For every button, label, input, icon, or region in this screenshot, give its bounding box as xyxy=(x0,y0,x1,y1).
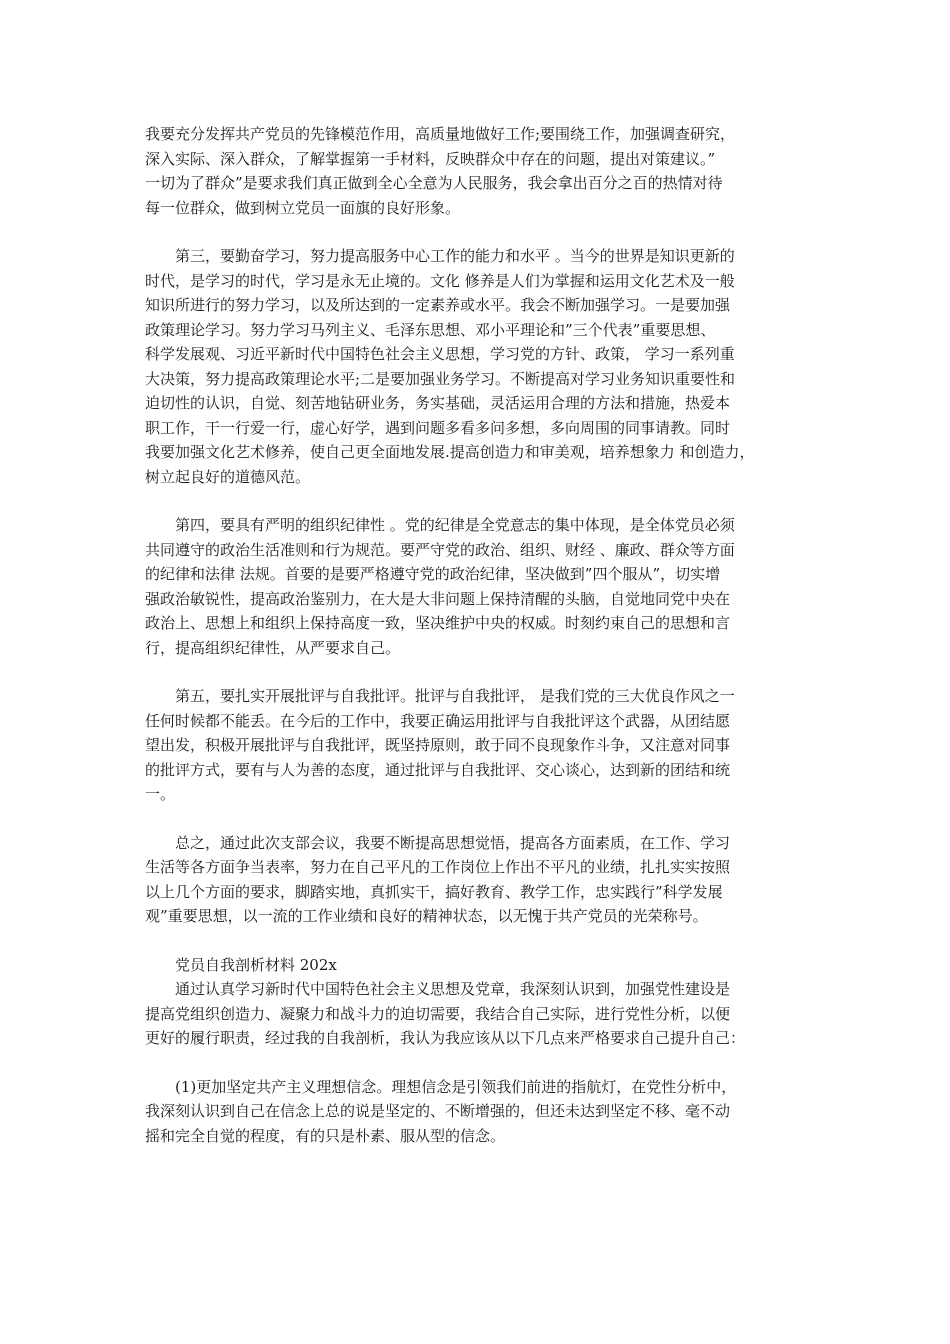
text-line: 我深刻认识到自己在信念上总的说是坚定的、不断增强的，但还未达到坚定不移、毫不动 xyxy=(145,1102,731,1120)
text-line: 政治上、思想上和组织上保持高度一致，坚决维护中央的权威。时刻约束自己的思想和言 xyxy=(145,614,731,632)
text-line: 一切为了群众”是要求我们真正做到全心全意为人民服务，我会拿出百分之百的热情对待 xyxy=(145,174,723,192)
text-line: 以上几个方面的要求，脚踏实地，真抓实干，搞好教育、教学工作，忠实践行”科学发展 xyxy=(145,882,723,901)
text-line: 摇和完全自觉的程度，有的只是朴素、服从型的信念。 xyxy=(145,1126,506,1145)
paragraph-4 xyxy=(145,684,820,807)
text-line: 迫切性的认识，自觉、刻苦地钻研业务，务实基础，灵活运用合理的方法和措施，热爱本 xyxy=(145,394,731,412)
paragraph-1 xyxy=(145,122,820,220)
text-line: 一。 xyxy=(145,785,176,803)
paragraph-5 xyxy=(145,831,820,929)
text-line: (1)更加坚定共产主义理想信念。理想信念是引领我们前进的指航灯，在党性分析中， xyxy=(145,1077,737,1096)
section-title: 党员自我剖析材料 202x xyxy=(175,955,337,974)
text-line: 每一位群众，做到树立党员一面旗的良好形象。 xyxy=(145,198,461,217)
text-line: 大决策，努力提高政策理论水平;二是要加强业务学习。不断提高对学习业务知识重要性和 xyxy=(145,369,736,388)
text-line: 的纪律和法律 法规。首要的是要严格遵守党的政治纪律，坚决做到”四个服从”，切实增 xyxy=(145,565,721,583)
text-line: 政策理论学习。努力学习马列主义、毛泽东思想、邓小平理论和”三个代表”重要思想、 xyxy=(145,320,716,339)
text-line: 深入实际、深入群众，了解掌握第一手材料，反映群众中存在的问题，提出对策建议。” xyxy=(145,149,716,168)
text-line: 望出发，积极开展批评与自我批评，既坚持原则，敢于同不良现象作斗争，又注意对同事 xyxy=(145,736,731,754)
section-paragraph-2 xyxy=(145,1075,820,1149)
text-line: 我要充分发挥共产党员的先锋模范作用，高质量地做好工作;要围绕工作，加强调查研究， xyxy=(145,125,736,143)
text-line: 时代，是学习的时代，学习是永无止境的。文化 修养是人们为掌握和运用文化艺术及一般 xyxy=(145,271,735,290)
paragraph-2 xyxy=(145,244,820,489)
text-line: 通过认真学习新时代中国特色社会主义思想及党章，我深刻认识到，加强党性建设是 xyxy=(145,980,731,998)
text-line: 的批评方式，要有与人为善的态度，通过批评与自我批评、交心谈心，达到新的团结和统 xyxy=(145,760,731,779)
text-line: 树立起良好的道德风范。 xyxy=(145,467,311,486)
text-line: 职工作，干一行爱一行，虚心好学，遇到问题多看多问多想，多向周围的同事请教。同时 xyxy=(145,418,731,437)
text-line: 共同遵守的政治生活准则和行为规范。要严守党的政治、组织、财经 、廉政、群众等方面 xyxy=(145,540,735,559)
text-line: 任何时候都不能丢。在今后的工作中，我要正确运用批评与自我批评这个武器，从团结愿 xyxy=(145,711,731,730)
text-line: 生活等各方面争当表率，努力在自己平凡的工作岗位上作出不平凡的业绩，扎扎实实按照 xyxy=(145,858,731,876)
text-line: 总之，通过此次支部会议，我要不断提高思想觉悟，提高各方面素质，在工作、学习 xyxy=(145,833,731,852)
text-line: 观”重要思想，以一流的工作业绩和良好的精神状态，以无愧于共产党员的光荣称号。 xyxy=(145,907,708,925)
text-line: 第五，要扎实开展批评与自我批评。批评与自我批评， 是我们党的三大优良作风之一 xyxy=(145,687,735,705)
text-line: 强政治敏锐性，提高政治鉴别力，在大是大非问题上保持清醒的头脑，自觉地同党中央在 xyxy=(145,589,731,608)
text-line: 更好的履行职责，经过我的自我剖析，我认为我应该从以下几点来严格要求自己提升自己： xyxy=(145,1029,746,1047)
text-line: 我要加强文化艺术修养，使自己更全面地发展.提高创造力和审美观，培养想象力 和创造力， xyxy=(145,443,755,461)
text-line: 提高党组织创造力、凝聚力和战斗力的迫切需要，我结合自己实际，进行党性分析，以便 xyxy=(145,1004,731,1023)
text-line: 科学发展观、习近平新时代中国特色社会主义思想，学习党的方针、政策， 学习一系列重 xyxy=(145,345,735,363)
text-line: 第三，要勤奋学习，努力提高服务中心工作的能力和水平 。当今的世界是知识更新的 xyxy=(145,247,735,265)
document-page xyxy=(145,122,820,1148)
section-paragraph-1 xyxy=(145,977,820,1051)
text-line: 知识所进行的努力学习，以及所达到的一定素养或水平。我会不断加强学习。一是要加强 xyxy=(145,296,731,314)
text-line: 行，提高组织纪律性，从严要求自己。 xyxy=(145,638,401,657)
text-line: 第四，要具有严明的组织纪律性 。党的纪律是全党意志的集中体现，是全体党员必须 xyxy=(145,516,735,534)
paragraph-3 xyxy=(145,513,820,660)
